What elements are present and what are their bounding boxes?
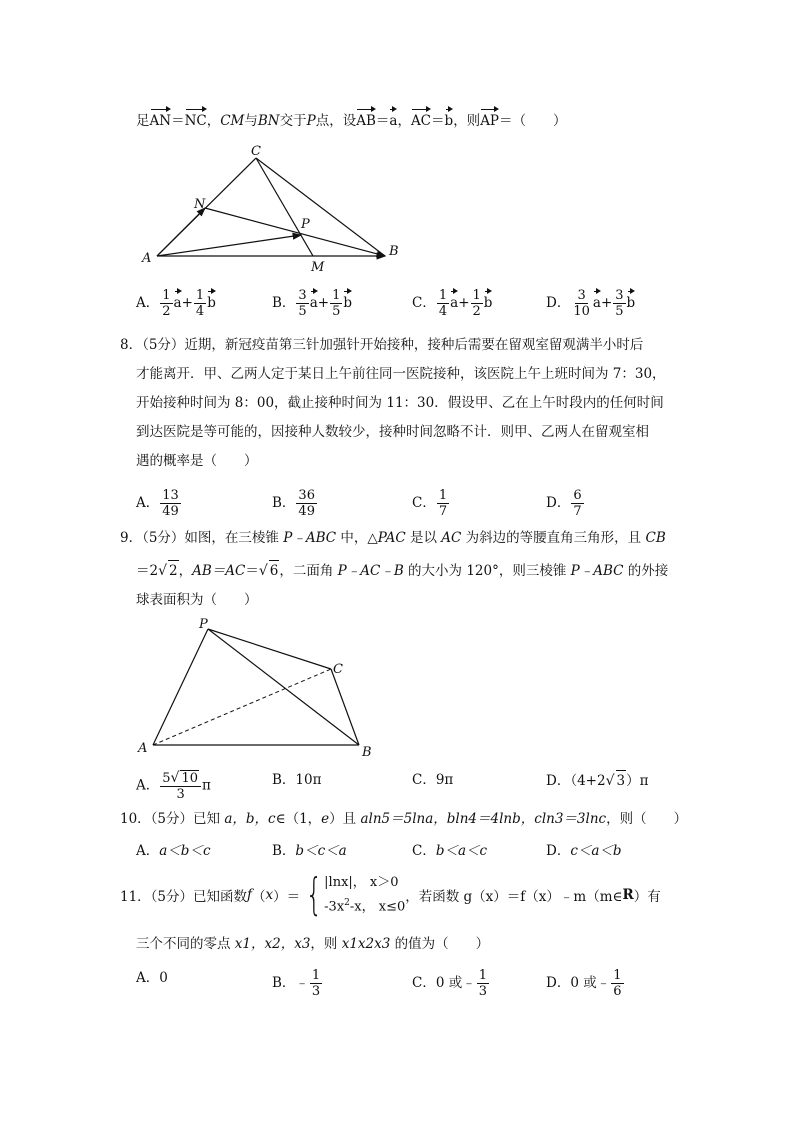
q11-stem-line2: 三个不同的零点 x1，x2，x3，则 x1x2x3 的值为（ ） [136,936,490,952]
q7-option-a[interactable]: A． $\frac{1}{2}$ a+ $\frac{1}{4}$ b [136,288,216,319]
edge-cb [256,158,385,256]
segment-ap [157,235,301,256]
vector-ac: AC [411,108,431,131]
q10-option-d[interactable]: D．c＜a＜b [546,843,622,859]
q11-option-b[interactable]: B．﹣ $\frac{1}{3}$ [272,968,321,999]
edge-ac-hidden [153,669,331,745]
segment-nb [205,208,385,256]
label-n: N [194,197,206,212]
q9-pyramid-figure [135,615,380,760]
vector-ap: AP [480,108,499,131]
label-b: B [389,244,399,259]
label-p: P [301,217,310,232]
q11-option-a[interactable]: A．0 [136,970,168,986]
piecewise-brace: { [305,869,323,920]
q10-option-b[interactable]: B．b＜c＜a [272,843,347,859]
q7-option-d[interactable]: D． $\frac{3}{10}$ a+ $\frac{3}{5}$ b [546,288,636,319]
q11-option-d[interactable]: D．0 或﹣ $\frac{1}{6}$ [546,968,622,999]
label-c: C [333,662,343,677]
segment-an [157,208,205,256]
label-b: B [362,745,372,760]
q7-triangle-figure [135,140,415,280]
edge-pb [208,629,359,745]
q9-option-a[interactable]: A． $\frac{5√ 10}{3}$ π [136,770,211,802]
label-a: A [142,251,152,266]
q8-option-d[interactable]: D． $\frac{6}{7}$ [546,488,582,519]
edge-pa [153,629,208,745]
edge-pc [208,629,331,669]
q7-stem: 足AN＝NC，CM与BN交于P点，设AB＝a，AC＝b，则AP＝（ ） [136,108,567,131]
q9-option-b[interactable]: B．10π [272,772,322,788]
q11-stem-line1: 11．（5分）已知函数 f （ x ）＝ { |lnx|， x＞0 $-3x^2-x$， x≤0 ，若函数 g（x）＝f（x）﹣m（m∈ R ）有 [120,869,661,920]
piecewise-cases: |lnx|， x＞0 $-3x^2-x$， x≤0 [324,875,406,915]
label-m: M [311,260,325,275]
vector-nc: NC [185,108,207,131]
q10-stem: 10．（5分）已知 a，b，c∈（1，e）且 aln5＝5lna，bln4＝4lnb，cln3＝3lnc，则（ ） [120,811,688,827]
label-c: C [251,144,261,159]
q7-option-c[interactable]: C． $\frac{1}{4}$ a+ $\frac{1}{2}$ b [412,288,493,319]
vector-ab: AB [356,108,376,131]
label-p: P [199,617,208,632]
q7-option-b[interactable]: B． $\frac{3}{5}$ a+ $\frac{1}{5}$ b [272,288,353,319]
segment-cm [256,158,313,256]
q9-option-c[interactable]: C．9π [412,772,454,788]
q10-option-c[interactable]: C．b＜a＜c [412,843,488,859]
q10-option-a[interactable]: A．a＜b＜c [136,843,211,859]
q8-option-c[interactable]: C． $\frac{1}{7}$ [412,488,448,519]
q8-option-b[interactable]: B． $\frac{36}{49}$ [272,488,315,519]
q8-option-a[interactable]: A． $\frac{13}{49}$ [136,488,179,519]
q11-option-c[interactable]: C．0 或﹣ $\frac{1}{3}$ [412,968,488,999]
vector-an: AN [150,108,172,131]
label-a: A [138,741,148,756]
q9-option-d[interactable]: D．（4+2√ 3）π [546,770,648,791]
